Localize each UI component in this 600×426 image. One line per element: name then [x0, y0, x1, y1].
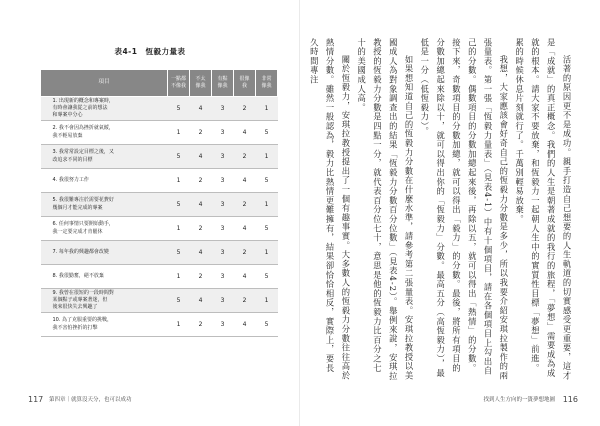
header-option: 有點 像我: [212, 70, 234, 97]
score-cell: 1: [168, 313, 190, 337]
score-cell: 1: [256, 145, 278, 169]
score-cell: 4: [190, 193, 212, 217]
score-cell: 4: [190, 289, 212, 313]
score-cell: 4: [234, 169, 256, 193]
score-cell: 2: [234, 97, 256, 121]
score-cell: 5: [256, 265, 278, 289]
row-item-text: 7. 每年我的興趣都會改變: [41, 241, 168, 265]
row-item-text: 4. 我很努力工作: [41, 169, 168, 193]
score-cell: 3: [212, 97, 234, 121]
score-cell: 2: [190, 313, 212, 337]
score-cell: 3: [212, 265, 234, 289]
score-cell: 1: [168, 217, 190, 241]
score-cell: 1: [168, 169, 190, 193]
score-cell: 3: [212, 169, 234, 193]
score-cell: 4: [234, 121, 256, 145]
header-option: 不太 像我: [190, 70, 212, 97]
score-cell: 5: [168, 193, 190, 217]
grit-scale-table: [40, 69, 278, 337]
paragraph: 我想，大家應該會好奇自己的恆毅力分數是多少，所以我要介紹安琪拉製作的兩張量表。第一張「恆毅力量表」（見表4-1）中有十個項目，請在各個項目上勾出自己的分數。偶數項目的分數加總起來後，再除以五，就可以得出「熱情」的分數。接下來，奇數項目的分數加總，就可以得出「毅力」的分數。最後，將所有項目的分數加總起來除以十，就可以得出你的「恆毅力」分數。最高五分（高恆毅力），最低是一分（低恆毅力）。: [419, 38, 509, 381]
paragraph: 關於恆毅力，安琪拉教授提出了一個有趣事實。大多數人的恆毅力分數往往高於熱情分數。雖然一般認為，毅力比熱情更難擁有，結果卻恰恰相反，實際上，要長久時間專注: [309, 38, 351, 381]
score-cell: 2: [190, 121, 212, 145]
score-cell: 3: [212, 193, 234, 217]
table-row: [41, 121, 278, 145]
score-cell: 2: [190, 265, 212, 289]
paragraph: 如果想知道自己的恆毅力分數在什麼水準，請參考第二張量表。安琪拉教授以美國成人為對象調查出的結果「恆毅力分數百分位數」（見表4-2）。舉例來說，安琪拉教授的恆毅力分數是四點一分，就代表百分位七十，意思是他的恆毅力比百分之七十的美國成人高。: [356, 38, 415, 381]
score-cell: 3: [212, 313, 234, 337]
score-cell: 1: [168, 121, 190, 145]
score-cell: 4: [190, 145, 212, 169]
score-cell: 1: [256, 289, 278, 313]
score-cell: 5: [168, 241, 190, 265]
page-number-left: 117: [28, 395, 44, 404]
score-cell: 1: [256, 241, 278, 265]
score-cell: 3: [212, 145, 234, 169]
score-cell: 3: [212, 289, 234, 313]
score-cell: 5: [168, 145, 190, 169]
table-row: [41, 241, 278, 265]
table-row: [41, 313, 278, 337]
table-row: [41, 145, 278, 169]
body-text: [305, 38, 574, 382]
score-cell: 2: [190, 217, 212, 241]
row-item-text: 5. 我很難專注於需要花費好 幾個月才能完成的專案: [41, 193, 168, 217]
score-cell: 4: [234, 217, 256, 241]
row-item-text: 10. 為了克服重要的挑戰， 我不害怕挫折的打擊: [41, 313, 168, 337]
score-cell: 5: [256, 169, 278, 193]
page-number-right: 116: [562, 395, 578, 404]
score-cell: 4: [234, 265, 256, 289]
score-cell: 2: [234, 145, 256, 169]
header-option: 非常 像我: [256, 70, 278, 97]
score-cell: 3: [212, 241, 234, 265]
table-row: [41, 289, 278, 313]
score-cell: 2: [234, 241, 256, 265]
row-item-text: 2. 我不會因為挫折就氣餒， 我不輕易放棄: [41, 121, 168, 145]
score-cell: 4: [234, 313, 256, 337]
running-head-left: 第四章｜就算沒天分，也可以成功: [49, 397, 132, 403]
table-row: [41, 169, 278, 193]
score-cell: 1: [168, 265, 190, 289]
row-item-text: 9. 我曾在很短的一段時間對 某個點子或專案著迷，但 後來很快失去興趣了: [41, 289, 168, 313]
header-option: 一點都 不像我: [168, 70, 190, 97]
right-page: [300, 0, 600, 426]
score-cell: 4: [190, 97, 212, 121]
left-folio: [28, 395, 132, 404]
paragraph: 活著的原因更不是成功。親手打造自己想要的人生軌道的切實感受更重要，這才是「成就」的真正概念。我們的人生是朝著成就的我行的旅程，「夢想」需要成為成就的根本。請大家不要放棄，和恆毅力一起朝人生中的實質性目標「夢想」前進。累的時候休息片刻就行了。千萬別輕易放棄。: [514, 38, 572, 381]
score-cell: 5: [256, 313, 278, 337]
score-cell: 2: [234, 193, 256, 217]
running-head-right: 找到人生方向的一簣夢想地圖: [483, 397, 555, 403]
score-cell: 5: [256, 121, 278, 145]
score-cell: 1: [256, 97, 278, 121]
score-cell: 2: [190, 169, 212, 193]
table-header-row: [41, 70, 278, 97]
score-cell: 3: [212, 121, 234, 145]
table-row: [41, 97, 278, 121]
table-row: [41, 217, 278, 241]
table-title: 表4-1 恆毅力量表: [114, 47, 186, 56]
table-row: [41, 265, 278, 289]
right-folio: [483, 395, 578, 404]
score-cell: 3: [212, 217, 234, 241]
row-item-text: 3. 我常常設定目標之後，又 改追求不同的目標: [41, 145, 168, 169]
header-option: 很像 我: [234, 70, 256, 97]
score-cell: 4: [190, 241, 212, 265]
score-cell: 5: [168, 289, 190, 313]
table-body: [41, 97, 278, 337]
row-item-text: 1. 出現新的概念和專案時， 有時會讓我從之前的想法 和專案中分心: [41, 97, 168, 121]
table-row: [41, 193, 278, 217]
score-cell: 5: [256, 217, 278, 241]
score-cell: 5: [168, 97, 190, 121]
score-cell: 1: [256, 193, 278, 217]
header-item: 項目: [41, 70, 168, 97]
score-cell: 2: [234, 289, 256, 313]
row-item-text: 6. 任何事情只要開始動手， 我一定要完成才肯罷休: [41, 217, 168, 241]
row-item-text: 8. 我很勤奮，絕不放棄: [41, 265, 168, 289]
